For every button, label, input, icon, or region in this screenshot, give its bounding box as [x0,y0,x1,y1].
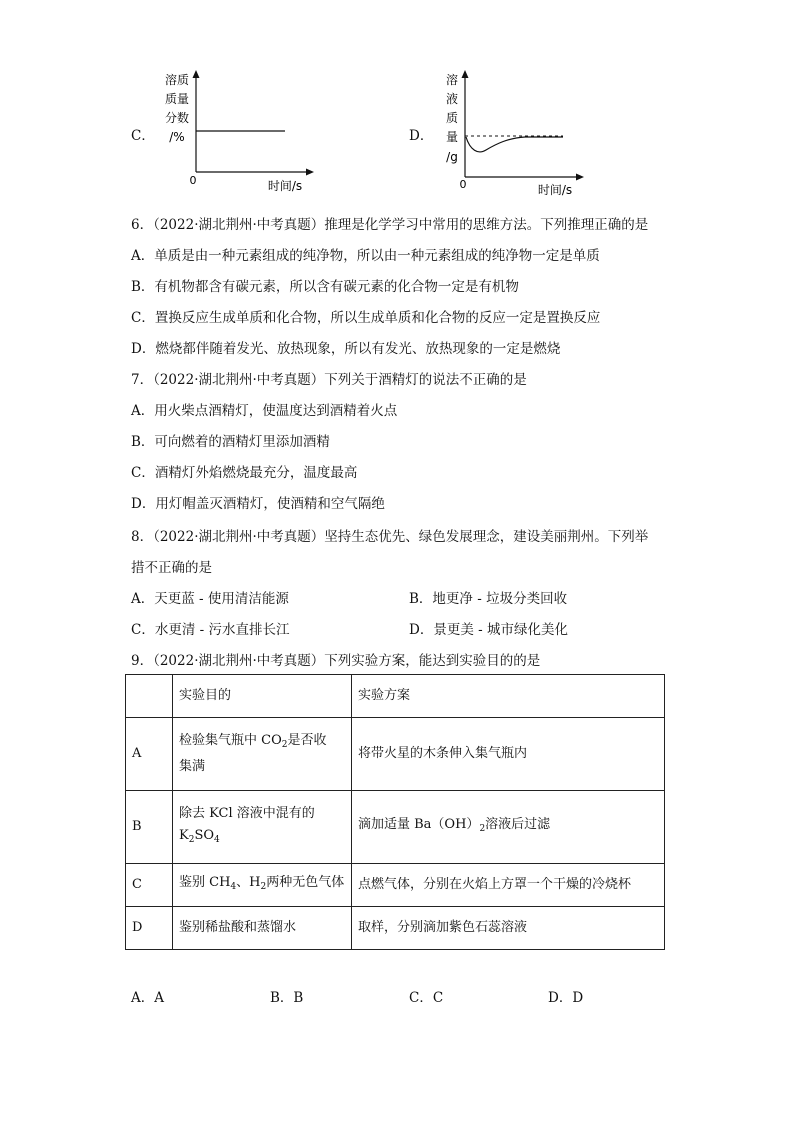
y-label-line: /g [446,150,458,164]
q7-option-d: D．用灯帽盖灭酒精灯，使酒精和空气隔绝 [131,496,385,512]
row-purpose: 鉴别 $CH_4$、$H_2$两种无色气体 [173,864,352,907]
q9-stem: 9．（2022·湖北荆州·中考真题）下列实验方案，能达到实验目的的是 [131,653,541,669]
table-header-cell: 实验方案 [352,675,665,718]
y-label-line: 质量 [164,92,190,106]
row-label: B [126,791,173,864]
row-purpose: 除去 KCl 溶液中混有的 $K_2SO_4$ [173,791,352,864]
y-label-line: 量 [445,130,459,144]
row-plan: 滴加适量 $Ba(OH)_2$溶液后过滤 [352,791,665,864]
table-row [126,718,665,791]
q8-option-a: A．天更蓝 - 使用清洁能源 [131,591,289,607]
q8-option-d: D．景更美 - 城市绿化美化 [409,622,568,638]
table-row [126,907,665,950]
y-label-line: /% [169,130,185,144]
row-label: D [126,907,173,950]
q6-option-d: D．燃烧都伴随着发光、放热现象，所以有发光、放热现象的一定是燃烧 [131,341,561,357]
q5-option-c-label: C． [131,128,155,144]
q6-stem: 6．（2022·湖北荆州·中考真题）推理是化学学习中常用的思维方法。下列推理正确的是 [131,217,649,233]
row-plan: 将带火星的木条伸入集气瓶内 [352,718,665,791]
table-row [126,791,665,864]
q8-stem-line2: 措不正确的是 [131,560,212,576]
q9-answer-b: B．B [270,990,304,1006]
x-label: 时间/s [537,183,573,197]
row-label: A [126,718,173,791]
q8-option-c: C．水更清 - 污水直排长江 [131,622,290,638]
q8-stem-line1: 8．（2022·湖北荆州·中考真题）坚持生态优先、绿色发展理念，建设美丽荆州。下列举 [131,529,649,545]
q6-option-a: A．单质是由一种元素组成的纯净物，所以由一种元素组成的纯净物一定是单质 [131,248,600,264]
q9-answer-d: D．D [548,990,584,1006]
q9-table [125,674,665,950]
row-purpose: 鉴别稀盐酸和蒸馏水 [173,907,352,950]
table-header-row [126,675,665,718]
y-label-line: 质 [445,111,459,125]
q7-option-b: B．可向燃着的酒精灯里添加酒精 [131,434,330,450]
q5-option-d-label: D． [409,128,434,144]
origin-label: 0 [459,178,467,191]
q7-option-a: A．用火柴点酒精灯，使温度达到酒精着火点 [131,403,398,419]
y-label-line: 分数 [164,111,190,125]
q8-option-b: B．地更净 - 垃圾分类回收 [409,591,568,607]
q9-answer-a: A．A [131,990,164,1006]
row-purpose: 检验集气瓶中 $CO_2$是否收 集满 [173,718,352,791]
y-axis-arrow-icon [462,70,469,78]
q7-stem: 7．（2022·湖北荆州·中考真题）下列关于酒精灯的说法不正确的是 [131,372,527,388]
y-label-line: 溶 [445,73,459,87]
y-label-line: 溶质 [164,73,190,87]
table-header-cell: 实验目的 [173,675,352,718]
row-plan: 取样，分别滴加紫色石蕊溶液 [352,907,665,950]
mass-curve [466,137,563,152]
q6-option-c: C．置换反应生成单质和化合物，所以生成单质和化合物的反应一定是置换反应 [131,310,601,326]
row-plan: 点燃气体，分别在火焰上方罩一个干燥的冷烧杯 [352,864,665,907]
origin-label: 0 [189,174,197,187]
table-row [126,864,665,907]
q9-answer-c: C．C [409,990,444,1006]
x-axis-arrow-icon [576,174,584,181]
q6-option-b: B．有机物都含有碳元素，所以含有碳元素的化合物一定是有机物 [131,279,519,295]
table-header-cell [126,675,173,718]
q7-option-c: C．酒精灯外焰燃烧最充分，温度最高 [131,465,358,481]
row-label: C [126,864,173,907]
y-label-line: 液 [445,92,459,106]
x-label: 时间/s [267,179,303,193]
